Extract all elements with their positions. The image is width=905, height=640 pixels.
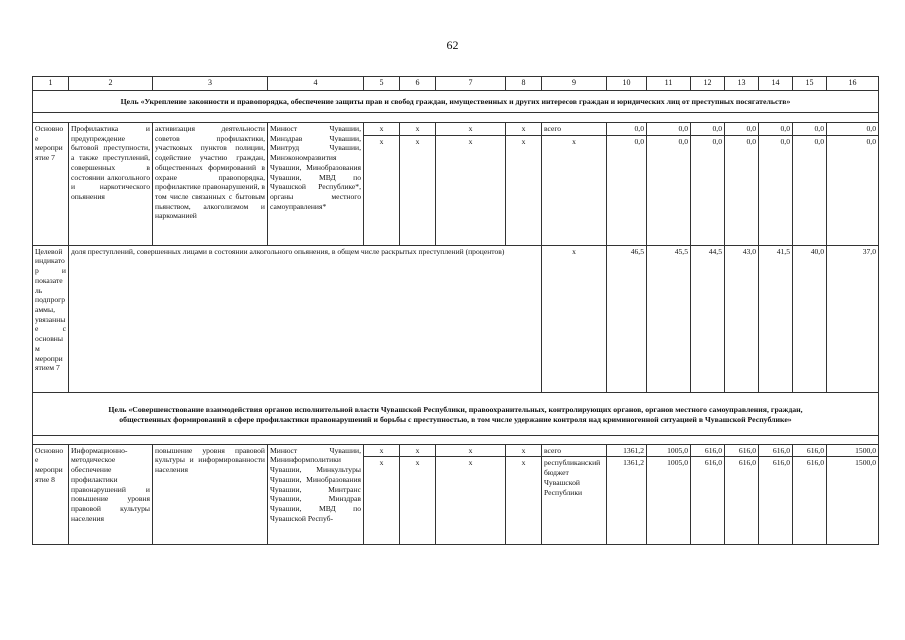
value-cell: 0,0: [607, 122, 647, 135]
value-cell: 0,0: [827, 122, 879, 135]
value-cell: 1361,2: [607, 457, 647, 545]
indicator-value: 40,0: [793, 245, 827, 392]
cell: x: [364, 135, 400, 245]
value-cell: 0,0: [607, 135, 647, 245]
indicator-value: 37,0: [827, 245, 879, 392]
header-cell: 3: [153, 77, 268, 91]
value-cell: 1500,0: [827, 457, 879, 545]
indicator-value: 45,5: [647, 245, 691, 392]
cell: x: [506, 135, 542, 245]
cell: x: [364, 122, 400, 135]
value-cell: 0,0: [725, 122, 759, 135]
header-cell: 6: [400, 77, 436, 91]
value-cell: 0,0: [691, 122, 725, 135]
cell: x: [436, 135, 506, 245]
header-cell: 10: [607, 77, 647, 91]
value-cell: 1500,0: [827, 444, 879, 457]
measure-7-type: Основное мероприятие 7: [33, 122, 69, 245]
funding-source: x: [542, 135, 607, 245]
indicator-value: 46,5: [607, 245, 647, 392]
goal-1-text: Цель «Укрепление законности и правопорядка, обеспечение защиты прав и свобод граждан, имущественных и других интересов граждан и юридических лиц от преступных посягательств»: [33, 91, 879, 113]
measure-7-description: активизация деятельности советов профилактики, участковых пунктов полиции, содействие участию граждан, общественных формирований в охране правопорядка, профилактике правонарушений, в том числе связанных с бытовым пьянством, алкоголизмом и наркоманией: [153, 122, 268, 245]
funding-source: республиканский бюджет Чувашской Республики: [542, 457, 607, 545]
goal-row: [33, 91, 879, 113]
measure-8-executors: Минюст Чувашии, Мининформполитики Чувашии, Минкультуры Чувашии, Минобразования Чувашии, Минтранс Чувашии, Минздрав Чувашии, МВД по Чувашской Респуб-: [268, 444, 364, 545]
funding-source: всего: [542, 122, 607, 135]
program-table: [32, 76, 879, 545]
indicator-source: x: [542, 245, 607, 392]
header-cell: 11: [647, 77, 691, 91]
measure-8-row-total: [33, 444, 879, 457]
cell: x: [506, 122, 542, 135]
value-cell: 1005,0: [647, 444, 691, 457]
cell: x: [506, 457, 542, 545]
indicator-value: 44,5: [691, 245, 725, 392]
value-cell: 616,0: [793, 457, 827, 545]
header-cell: 8: [506, 77, 542, 91]
header-cell: 2: [69, 77, 153, 91]
header-cell: 4: [268, 77, 364, 91]
value-cell: 0,0: [647, 122, 691, 135]
value-cell: 616,0: [759, 457, 793, 545]
header-cell: 12: [691, 77, 725, 91]
value-cell: 616,0: [725, 457, 759, 545]
measure-8-description: повышение уровня правовой культуры и информированности населения: [153, 444, 268, 545]
header-cell: 1: [33, 77, 69, 91]
cell: x: [436, 444, 506, 457]
indicator-value: 41,5: [759, 245, 793, 392]
value-cell: 616,0: [691, 444, 725, 457]
cell: x: [436, 122, 506, 135]
value-cell: 0,0: [793, 135, 827, 245]
cell: x: [364, 457, 400, 545]
value-cell: 1361,2: [607, 444, 647, 457]
goal-row: [33, 392, 879, 435]
value-cell: 0,0: [691, 135, 725, 245]
header-cell: 5: [364, 77, 400, 91]
value-cell: 0,0: [725, 135, 759, 245]
value-cell: 616,0: [725, 444, 759, 457]
value-cell: 616,0: [691, 457, 725, 545]
value-cell: 0,0: [827, 135, 879, 245]
goal-2-text: Цель «Совершенствование взаимодействия органов исполнительной власти Чувашской Республики, правоохранительных, контролирующих органов, органов местного самоуправления, граждан, общественных формирований в сфере профилактики правонарушений и борьбы с преступностью, в том числе удержание контроля над криминогенной ситуацией в Чувашской Республике»: [33, 392, 879, 435]
indicator-value: 43,0: [725, 245, 759, 392]
page-number: 62: [446, 38, 459, 52]
measure-7-executors: Минюст Чувашии, Минздрав Чувашии, Минтруд Чувашии, Минэкономразвития Чувашии, Минобразования Чувашии, МВД по Чувашской Республике*, органы местного самоуправления*: [268, 122, 364, 245]
cell: x: [400, 135, 436, 245]
cell: x: [506, 444, 542, 457]
indicator-text: доля преступлений, совершенных лицами в состоянии алкогольного опьянения, в общем числе раскрытых преступлений (процентов): [69, 245, 542, 392]
funding-source: всего: [542, 444, 607, 457]
indicator-label: Целевой индикатор и показатель подпрограммы, увязанные с основным мероприятием 7: [33, 245, 69, 392]
header-row: [33, 77, 879, 91]
measure-8-type: Основное мероприятие 8: [33, 444, 69, 545]
header-cell: 7: [436, 77, 506, 91]
value-cell: 1005,0: [647, 457, 691, 545]
value-cell: 0,0: [647, 135, 691, 245]
indicator-row: [33, 245, 879, 392]
value-cell: 0,0: [759, 122, 793, 135]
header-cell: 16: [827, 77, 879, 91]
value-cell: 616,0: [759, 444, 793, 457]
header-cell: 15: [793, 77, 827, 91]
cell: x: [364, 444, 400, 457]
header-cell: 14: [759, 77, 793, 91]
header-cell: 13: [725, 77, 759, 91]
cell: x: [400, 444, 436, 457]
measure-7-row-total: [33, 122, 879, 135]
value-cell: 0,0: [759, 135, 793, 245]
header-cell: 9: [542, 77, 607, 91]
value-cell: 0,0: [793, 122, 827, 135]
cell: x: [436, 457, 506, 545]
cell: x: [400, 122, 436, 135]
cell: x: [400, 457, 436, 545]
value-cell: 616,0: [793, 444, 827, 457]
measure-7-name: Профилактика и предупреждение бытовой преступности, а также преступлений, совершенных в состоянии алкогольного и наркотического опьянения: [69, 122, 153, 245]
measure-8-name: Информационно-методическое обеспечение профилактики правонарушений и повышение уровня правовой культуры населения: [69, 444, 153, 545]
